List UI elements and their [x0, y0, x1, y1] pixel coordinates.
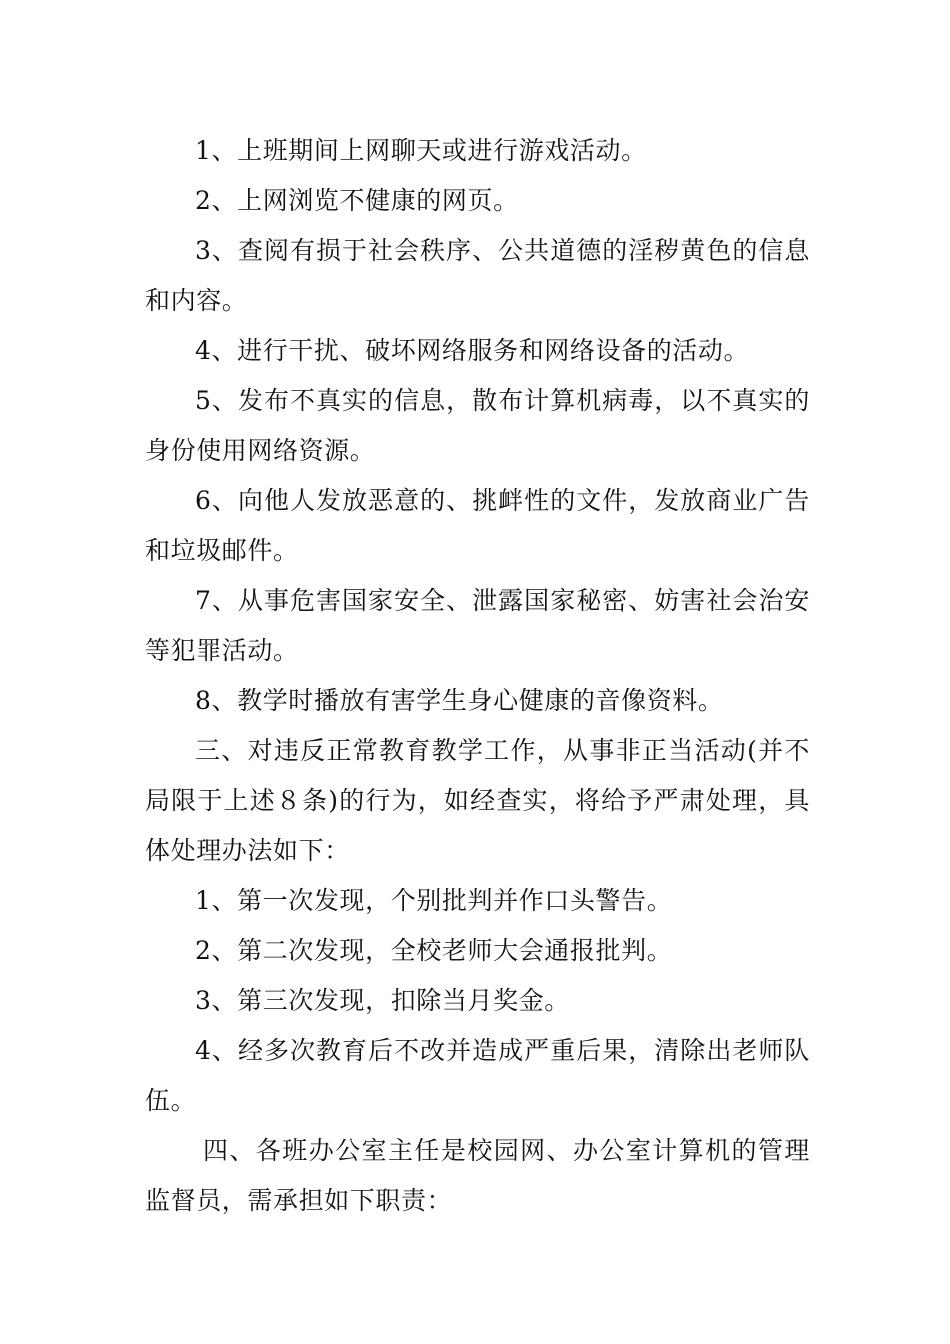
- list-item-2: 2、上网浏览不健康的网页。: [195, 186, 519, 215]
- list-item-4: 4、进行干扰、破坏网络服务和网络设备的活动。: [195, 336, 750, 365]
- list-item-8: 8、教学时播放有害学生身心健康的音像资料。: [195, 686, 724, 715]
- list-item-7: 7、从事危害国家安全、泄露国家秘密、妨害社会治安等犯罪活动。: [145, 586, 810, 665]
- list-item-1: 1、上班期间上网聊天或进行游戏活动。: [195, 136, 647, 165]
- document-body: [145, 126, 810, 1226]
- section-four-paragraph: 四、各班办公室主任是校园网、办公室计算机的管理监督员，需承担如下职责：: [145, 1136, 810, 1215]
- penalty-item-2: 2、第二次发现，全校老师大会通报批判。: [195, 936, 673, 965]
- list-item-6: 6、向他人发放恶意的、挑衅性的文件，发放商业广告和垃圾邮件。: [145, 486, 810, 565]
- penalty-item-3: 3、第三次发现，扣除当月奖金。: [195, 986, 570, 1015]
- penalty-item-1: 1、第一次发现，个别批判并作口头警告。: [195, 886, 673, 915]
- list-item-5: 5、发布不真实的信息，散布计算机病毒，以不真实的身份使用网络资源。: [145, 386, 810, 465]
- section-three-paragraph: 三、对违反正常教育教学工作，从事非正当活动(并不局限于上述８条)的行为，如经查实，将给予严肃处理，具体处理办法如下：: [145, 736, 810, 865]
- penalty-item-4: 4、经多次教育后不改并造成严重后果，清除出老师队伍。: [145, 1036, 810, 1115]
- list-item-3: 3、查阅有损于社会秩序、公共道德的淫秽黄色的信息和内容。: [145, 236, 810, 315]
